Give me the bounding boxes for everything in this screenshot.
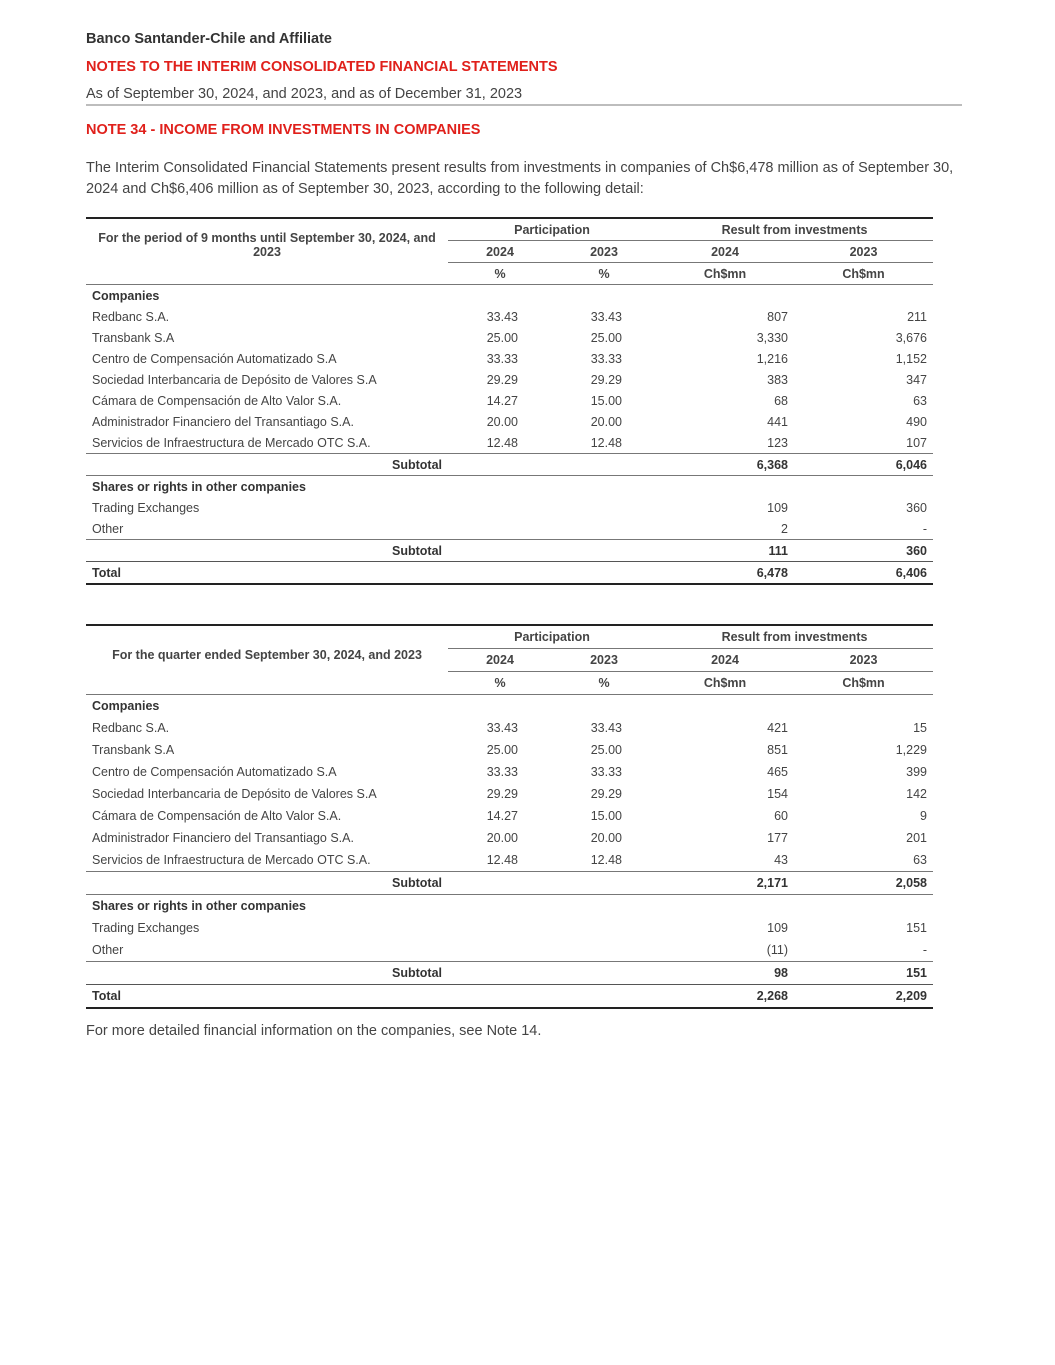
total-value: 6,478: [656, 562, 794, 585]
participation-cell: 25.00: [486, 330, 518, 345]
unit-header: %: [448, 672, 552, 695]
company-name: Banco Santander-Chile and Affiliate: [86, 31, 332, 47]
company-name-cell: Centro de Compensación Automatizado S.A: [92, 764, 337, 779]
company-name-cell: Transbank S.A: [92, 742, 175, 757]
participation-cell: 25.00: [590, 742, 622, 757]
subtotal-value: 111: [656, 540, 794, 562]
company-name-cell: Servicios de Infraestructura de Mercado OTC S.A.: [92, 435, 371, 450]
year-header: 2024: [656, 241, 794, 263]
participation-cell: 20.00: [486, 830, 518, 845]
participation-cell: 15.00: [590, 808, 622, 823]
result-cell: 109: [767, 500, 788, 515]
subtotal-label: Subtotal: [86, 961, 448, 984]
participation-cell: 33.33: [590, 764, 622, 779]
company-name-cell: Cámara de Compensación de Alto Valor S.A.: [92, 808, 342, 823]
result-cell: 60: [774, 808, 788, 823]
result-cell: 142: [906, 786, 927, 801]
result-cell: 151: [906, 920, 927, 935]
table-row: [86, 783, 933, 805]
result-cell: 107: [906, 435, 927, 450]
result-cell: 43: [774, 852, 788, 867]
table-row: [86, 917, 933, 939]
year-header: 2024: [448, 241, 552, 263]
section-label: Shares or rights in other companies: [86, 894, 448, 917]
company-name-cell: Transbank S.A: [92, 330, 175, 345]
company-name-cell: Cámara de Compensación de Alto Valor S.A.: [92, 393, 342, 408]
participation-header: Participation: [448, 625, 656, 649]
participation-cell: 12.48: [486, 852, 518, 867]
unit-header: Ch$mn: [794, 672, 933, 695]
table-row: [86, 369, 933, 390]
result-cell: 2: [781, 521, 788, 536]
table-row: [86, 739, 933, 761]
company-name-cell: Administrador Financiero del Transantiago S.A.: [92, 414, 354, 429]
result-cell: 441: [767, 414, 788, 429]
table-row: [86, 306, 933, 327]
participation-cell: 33.33: [590, 351, 622, 366]
unit-header: %: [552, 263, 656, 285]
result-cell: (11): [766, 942, 788, 957]
subtotal-row: [86, 540, 933, 562]
result-cell: 421: [767, 720, 788, 735]
total-label: Total: [86, 984, 448, 1008]
subtotal-label: Subtotal: [86, 540, 448, 562]
participation-cell: 14.27: [486, 393, 518, 408]
total-value: 6,406: [794, 562, 933, 585]
item-name-cell: Other: [92, 942, 124, 957]
result-cell: 360: [906, 500, 927, 515]
participation-cell: 12.48: [590, 852, 622, 867]
subtotal-row: [86, 961, 933, 984]
participation-cell: 29.29: [486, 372, 518, 387]
unit-header: %: [448, 263, 552, 285]
subtotal-value: 6,368: [656, 454, 794, 476]
participation-header: Participation: [448, 218, 656, 241]
header-divider: [86, 104, 962, 106]
participation-cell: 33.43: [486, 309, 518, 324]
result-cell: 1,152: [895, 351, 927, 366]
subtotal-label: Subtotal: [86, 871, 448, 894]
participation-cell: 29.29: [590, 372, 622, 387]
participation-cell: 33.33: [486, 351, 518, 366]
result-cell: -: [922, 942, 927, 957]
unit-header: %: [552, 672, 656, 695]
total-value: 2,209: [794, 984, 933, 1008]
result-cell: 465: [767, 764, 788, 779]
table-row: [86, 432, 933, 454]
table-row: [86, 849, 933, 872]
participation-cell: 33.43: [590, 309, 622, 324]
result-cell: 9: [920, 808, 927, 823]
result-cell: 177: [767, 830, 788, 845]
result-cell: 851: [767, 742, 788, 757]
result-cell: 109: [767, 920, 788, 935]
table-quarter: [86, 624, 933, 1009]
company-name-cell: Redbanc S.A.: [92, 309, 170, 324]
participation-cell: 14.27: [486, 808, 518, 823]
participation-cell: 20.00: [486, 414, 518, 429]
table-row: [86, 411, 933, 432]
subtotal-value: 98: [656, 961, 794, 984]
subtotal-value: 2,171: [656, 871, 794, 894]
intro-paragraph: The Interim Consolidated Financial Statements present results from investments in companies of Ch$6,478 million as of September 30, 2024 and Ch$6,406 million as of September 30, 2023, according to the following detail:: [86, 160, 954, 197]
participation-cell: 29.29: [486, 786, 518, 801]
result-cell: 211: [907, 309, 927, 324]
table-title: For the quarter ended September 30, 2024, and 2023: [86, 625, 448, 672]
result-cell: 63: [913, 393, 927, 408]
participation-cell: 25.00: [590, 330, 622, 345]
notes-title: NOTES TO THE INTERIM CONSOLIDATED FINANCIAL STATEMENTS: [86, 59, 558, 75]
table-row: [86, 327, 933, 348]
participation-cell: 20.00: [590, 830, 622, 845]
table-row: [86, 939, 933, 962]
year-header: 2024: [448, 649, 552, 672]
total-row: [86, 984, 933, 1008]
table-row: [86, 761, 933, 783]
result-cell: 68: [774, 393, 788, 408]
total-label: Total: [86, 562, 448, 585]
table-row: [86, 518, 933, 540]
year-header: 2023: [794, 241, 933, 263]
table-row: [86, 348, 933, 369]
table-row: [86, 717, 933, 739]
result-cell: 3,330: [756, 330, 788, 345]
result-cell: 15: [913, 720, 927, 735]
item-name-cell: Other: [92, 521, 124, 536]
unit-header: Ch$mn: [656, 263, 794, 285]
table-9-months: [86, 217, 933, 585]
year-header: 2023: [552, 241, 656, 263]
result-cell: 63: [913, 852, 927, 867]
result-cell: 154: [767, 786, 788, 801]
section-label: Companies: [92, 288, 160, 303]
result-header: Result from investments: [656, 625, 933, 649]
total-row: [86, 562, 933, 585]
footer-note: For more detailed financial information on the companies, see Note 14.: [86, 1023, 542, 1039]
table-title: For the period of 9 months until September 30, 2024, and 2023: [86, 218, 448, 263]
result-cell: 3,676: [895, 330, 927, 345]
result-cell: 1,229: [895, 742, 927, 757]
subtotal-value: 2,058: [794, 871, 933, 894]
table-row: [86, 805, 933, 827]
company-name-cell: Servicios de Infraestructura de Mercado OTC S.A.: [92, 852, 371, 867]
unit-header: Ch$mn: [656, 672, 794, 695]
participation-cell: 15.00: [590, 393, 622, 408]
result-cell: 1,216: [756, 351, 788, 366]
as-of-date: As of September 30, 2024, and 2023, and as of December 31, 2023: [86, 86, 523, 102]
result-header: Result from investments: [656, 218, 933, 241]
year-header: 2023: [552, 649, 656, 672]
item-name-cell: Trading Exchanges: [92, 920, 200, 935]
result-cell: 383: [767, 372, 788, 387]
participation-cell: 12.48: [486, 435, 518, 450]
table-row: [86, 497, 933, 518]
participation-cell: 20.00: [590, 414, 622, 429]
result-cell: 201: [906, 830, 927, 845]
table-row: [86, 390, 933, 411]
year-header: 2023: [794, 649, 933, 672]
company-name-cell: Sociedad Interbancaria de Depósito de Valores S.A: [92, 786, 377, 801]
result-cell: -: [922, 521, 927, 536]
result-cell: 807: [767, 309, 788, 324]
participation-cell: 33.43: [590, 720, 622, 735]
participation-cell: 29.29: [590, 786, 622, 801]
subtotal-label: Subtotal: [86, 454, 448, 476]
section-label: Companies: [92, 698, 160, 713]
subtotal-row: [86, 454, 933, 476]
item-name-cell: Trading Exchanges: [92, 500, 200, 515]
unit-header: Ch$mn: [794, 263, 933, 285]
result-cell: 490: [906, 414, 927, 429]
result-cell: 399: [906, 764, 927, 779]
result-cell: 347: [906, 372, 927, 387]
company-name-cell: Sociedad Interbancaria de Depósito de Valores S.A: [92, 372, 377, 387]
subtotal-value: 360: [794, 540, 933, 562]
result-cell: 123: [767, 435, 788, 450]
participation-cell: 33.43: [486, 720, 518, 735]
total-value: 2,268: [656, 984, 794, 1008]
subtotal-value: 6,046: [794, 454, 933, 476]
company-name-cell: Centro de Compensación Automatizado S.A: [92, 351, 337, 366]
company-name-cell: Redbanc S.A.: [92, 720, 170, 735]
section-label: Shares or rights in other companies: [86, 476, 448, 498]
note-title: NOTE 34 - INCOME FROM INVESTMENTS IN COMPANIES: [86, 122, 481, 138]
subtotal-row: [86, 871, 933, 894]
company-name-cell: Administrador Financiero del Transantiago S.A.: [92, 830, 354, 845]
table-row: [86, 827, 933, 849]
participation-cell: 25.00: [486, 742, 518, 757]
year-header: 2024: [656, 649, 794, 672]
participation-cell: 33.33: [486, 764, 518, 779]
participation-cell: 12.48: [590, 435, 622, 450]
subtotal-value: 151: [794, 961, 933, 984]
